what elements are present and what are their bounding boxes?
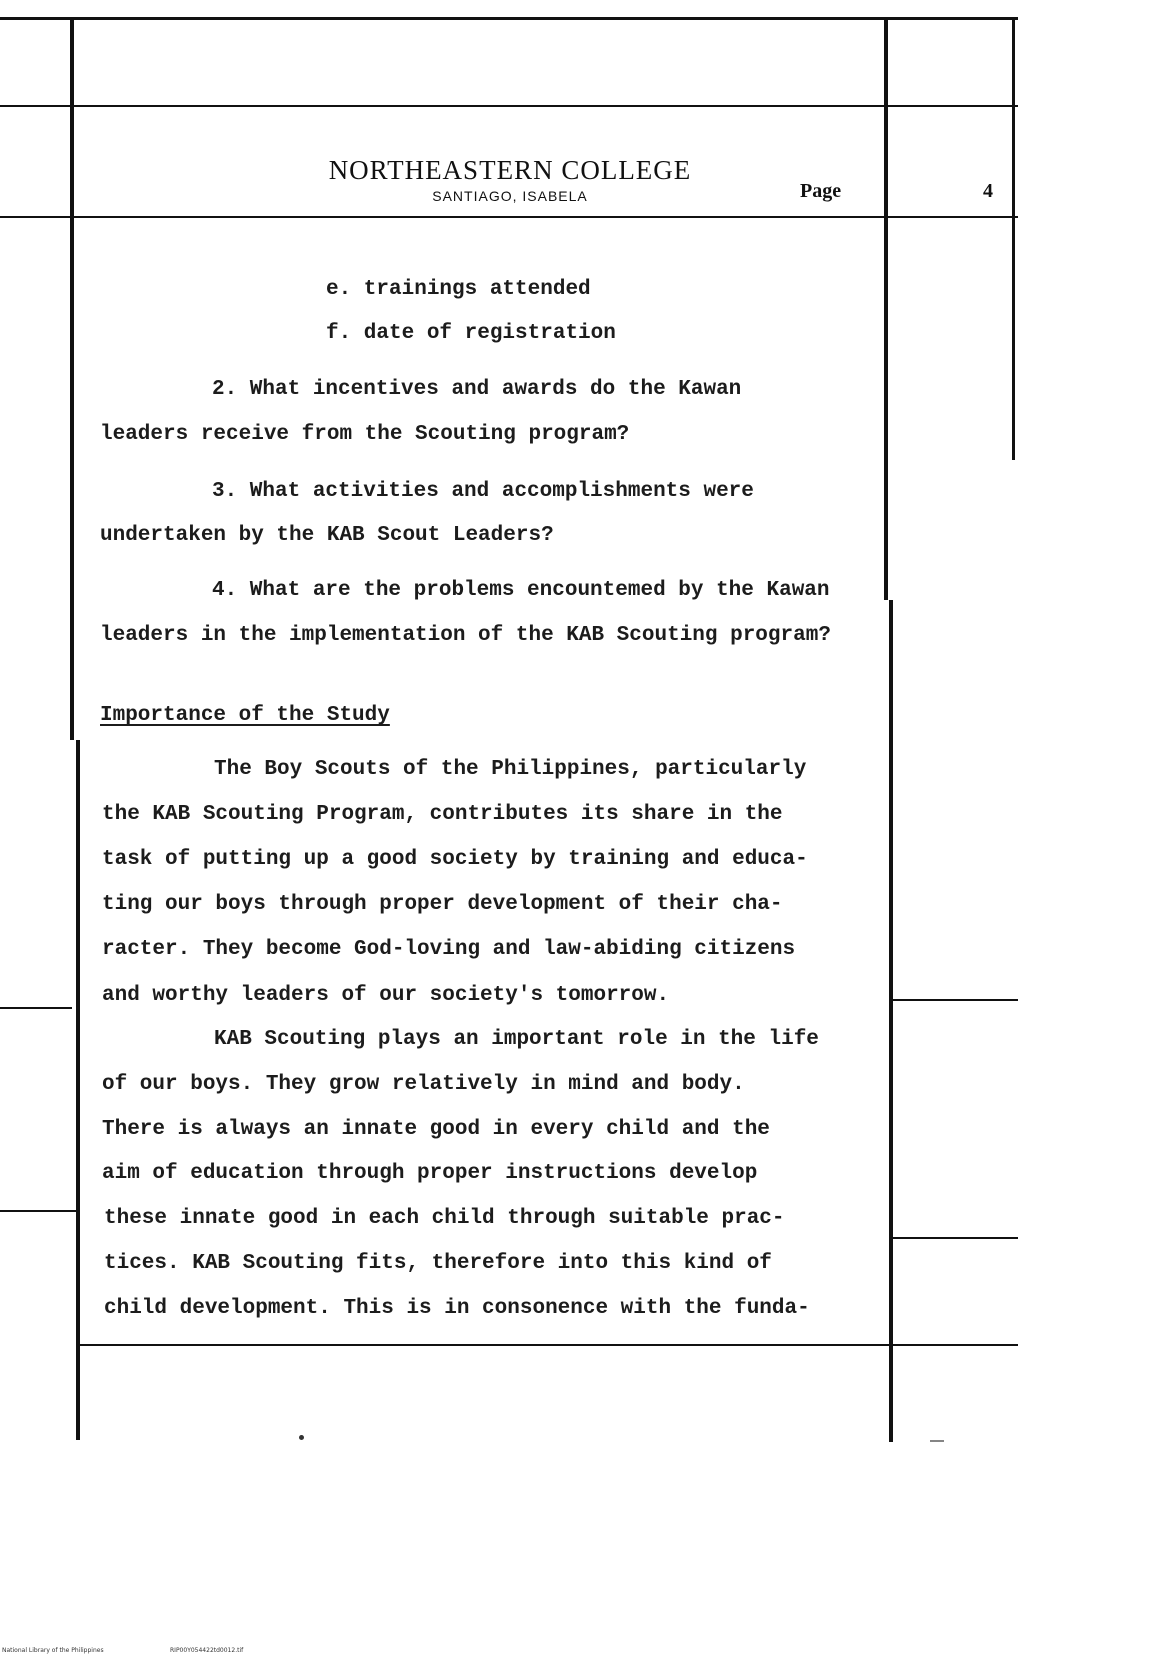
header-bottom-rule — [0, 216, 1018, 218]
institution-name: NORTHEASTERN COLLEGE — [328, 155, 692, 185]
paragraph-2-line: of our boys. They grow relatively in mind and body. — [102, 1073, 745, 1096]
left-margin-tick-2 — [0, 1210, 76, 1212]
paragraph-1-line: the KAB Scouting Program, contributes its share in the — [102, 803, 783, 826]
list-item-e: e. trainings attended — [326, 278, 591, 301]
paragraph-2-line: these innate good in each child through suitable prac- — [104, 1207, 785, 1230]
question-3-line-1: 3. What activities and accomplishments were — [212, 480, 754, 503]
paragraph-1-line: racter. They become God-loving and law-abiding citizens — [102, 938, 796, 961]
right-margin-tick-2 — [890, 1237, 1018, 1239]
right-vertical-rule-lower — [889, 600, 893, 1442]
left-vertical-rule — [70, 20, 74, 740]
right-vertical-rule — [884, 20, 888, 600]
question-2-line-2: leaders receive from the Scouting program? — [100, 423, 630, 446]
paragraph-2-line: child development. This is in consonence with the funda- — [104, 1297, 810, 1320]
question-4-line-2: leaders in the implementation of the KAB Scouting program? — [100, 624, 831, 647]
paragraph-2-line: tices. KAB Scouting fits, therefore into this kind of — [104, 1252, 772, 1275]
paragraph-1-line: and worthy leaders of our society's tomorrow. — [102, 984, 670, 1007]
paragraph-1-line: The Boy Scouts of the Philippines, particularly — [214, 758, 807, 781]
left-margin-tick-1 — [0, 1007, 72, 1009]
question-2-line-1: 2. What incentives and awards do the Kawan — [212, 378, 742, 401]
library-caption: National Library of the Philippines — [2, 1647, 104, 1654]
page-number: 4 — [983, 180, 993, 202]
outer-right-rule — [1012, 20, 1015, 460]
paragraph-1-line: task of putting up a good society by training and educa- — [102, 848, 808, 871]
paragraph-2-line: KAB Scouting plays an important role in the life — [214, 1028, 819, 1051]
footer-rule — [78, 1344, 1018, 1346]
right-margin-tick-1 — [890, 999, 1018, 1001]
top-border — [0, 17, 1018, 20]
file-id-caption: RIP00Y054422td0012.tif — [170, 1647, 244, 1654]
paragraph-1-line: ting our boys through proper development of their cha- — [102, 893, 783, 916]
list-item-f: f. date of registration — [326, 322, 616, 345]
question-4-line-1: 4. What are the problems encountemed by the Kawan — [212, 579, 830, 602]
page-label: Page — [800, 180, 842, 202]
section-heading: Importance of the Study — [100, 704, 390, 727]
scan-speck — [930, 1440, 944, 1442]
paragraph-2-line: aim of education through proper instructions develop — [102, 1162, 758, 1185]
left-vertical-rule-lower — [76, 740, 80, 1440]
question-3-line-2: undertaken by the KAB Scout Leaders? — [100, 524, 554, 547]
paragraph-2-line: There is always an innate good in every child and the — [102, 1118, 770, 1141]
institution-location: SANTIAGO, ISABELA — [432, 188, 588, 204]
header-top-rule — [0, 105, 1018, 107]
scan-speck — [299, 1435, 304, 1440]
